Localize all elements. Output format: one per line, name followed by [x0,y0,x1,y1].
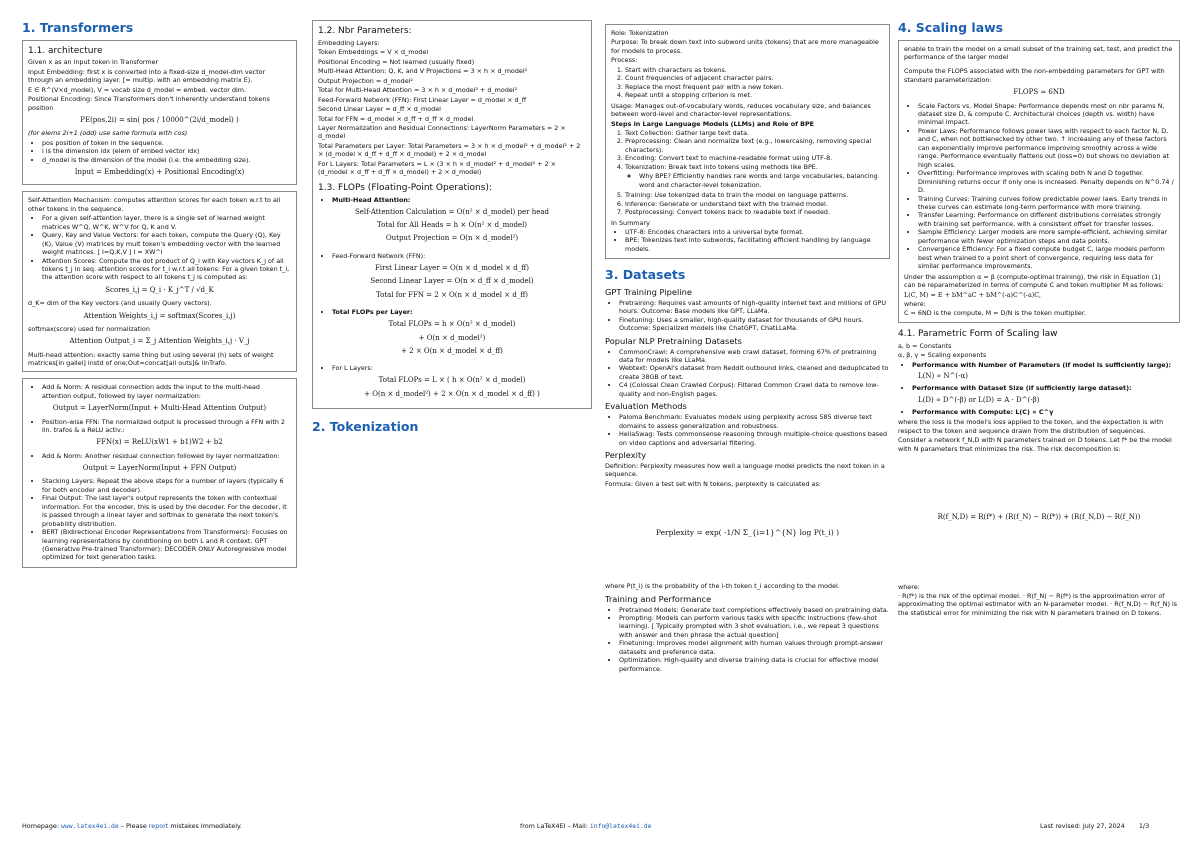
last-revised: Last revised: July 27, 2024 [1040,822,1125,830]
text: from LaTeX4EI – Mail: [520,822,590,830]
list-item: • Prompting: Models can perform various tasks with specific instructions (few-shot learning). [ Typically prompted with 3 shot evaluation, i.e., we repeat 3 questions with answer and then phrase the actual question] [619,614,890,639]
list-item: • Final Output: The last layer's output represents the token with contextual information. For the encoder, this is used by the decoder. For the decoder, it is passed through a linear layer and softmax to generate the next token's probability distribution. [42,494,291,528]
text: Consider a network f_N,D with N parameters trained on D tokens. Let f* be the model with N parameters that minimizes the risk. The risk decomposition is: [898,436,1172,453]
subsection-nbr-parameters: 1.2. Nbr Parameters: [318,26,412,36]
list-item: • Pretrained Models: Generate text completions effectively based on pretraining data. [619,606,890,614]
text: Input Embedding: first x is converted into a fixed-size d_model-dim vector through an embedding layer. [= multip. with an embedding matrix E). [28,67,266,85]
list-item: • HellaSwag: Tests commonsense reasoning through multiple-choice questions based on video captions and adversarial filtering. [619,430,890,447]
text: Feed-Forward Network (FFN): First Linear Layer = d_model × d_ff [318,95,527,104]
text: Total for Multi-Head Attention = 3 × h × d_model² + d_model² [318,86,518,95]
text: Usage: Manages out-of-vocabulary words, reduces vocabulary size, and balances between word-level and character-level representations. [611,101,871,119]
text: Positional Encoding = Not learned (usually fixed) [318,57,475,66]
list-item: 1. Start with characters as tokens. [625,66,884,74]
equation: Output Projection = O(n × d_model²) [385,234,519,243]
text: Multi-head attention: exactly same thing but using several (h) sets of weight matrices[in gallel] instd of one;Out=concat[all outs]& linTrafo. [28,350,274,367]
text: Given x as an input token in Transformer [28,58,159,67]
list-item: • Position-wise FFN: The normalized output is processed through a FFN with 2 lin. trafos & a ReLU activ.: [42,418,291,435]
text: enable to train the model on a small subset of the training set, test, and predict the performance of the larger model [904,44,1173,61]
text: a, b = Constants [898,341,952,350]
text: L(C, M) = E + bM^aC + bM^(-a)C^(-a)C, [904,290,1041,299]
homepage-link[interactable]: www.latex4ei.de [61,822,119,830]
equation: + 2 × O(n × d_model × d_ff) [401,346,503,355]
text: Formula: Given a test set with N tokens, perplexity is calculated as: [605,479,821,488]
scaling-box [898,40,1180,323]
self-attention-box [22,191,297,372]
text: Under the assumption α = β (compute-optimal training), the risk in Equation (1) can be reparameterized in terms of compute C and token multiplier M as follows: [904,272,1164,290]
list-item: • For L Layers: [332,364,586,372]
equation: Total for FFN = 2 × O(n × d_model × d_ff) [375,290,529,299]
equation-add-norm-1: Output = LayerNorm(Input + Multi-Head Attention Output) [52,404,267,413]
text: d_K= dim of the Key vectors (and usually Query vectors). [28,299,212,308]
equation-risk-decomposition: R(f_N,D) = R(f*) + (R(f_N) − R(f*)) + (R(f_N,D) − R(f_N)) [937,513,1141,522]
list-item: • Power Laws: Performance follows power laws with respect to each factor N, D, and C, when not bottlenecked by other two. ↑ increasing any of these factors can exponentially improve performance improving smoothly across a wide range. Performance eventually flattens out (loss=0) but shows no deviation at high scales. [918,127,1174,169]
text: E ∈ R^(V×d_model), V = vocab size d_model = embed. vector dim. [28,85,247,94]
footer-middle [520,822,651,830]
list-item: • Attention Scores: Compute the dot product of Q_i with Key vectors K_j of all tokens t_j in seq. attention scores for t_i w.r.t all tokens: For a given token t_i, the attention score with respect to all tokens t_j is computed as: [42,257,291,282]
list-item: • Paloma Benchmark: Evaluates models using perplexity across 585 diverse text domains to assess generalization and robustness. [619,413,890,430]
list-item: • BPE: Tokenizes text into subwords, facilitating efficient handling by language models. [625,236,884,253]
list-item: • Stacking Layers: Repeat the above steps for a number of layers (typically 6 for both encoder and decoder). [42,477,291,494]
column-1 [22,20,297,574]
list-item: • Total FLOPs per Layer: [332,308,586,316]
list-item: • Performance with Number of Parameters (if model is sufficiently large): [912,361,1180,369]
list-item: • UTF-8: Encodes characters into a universal byte format. [625,228,884,236]
list-item: • Add & Norm: Another residual connection followed by layer normalization: [42,452,291,460]
equation-input: Input = Embedding(x) + Positional Encoding(x) [74,168,245,177]
text: Compute the FLOPS associated with the non-embedding parameters for GPT with standard parameterization: [904,67,1165,84]
equation: L(D) ∝ D^(-β) or L(D) = A · D^(-β) [918,395,1040,404]
subheading-evaluation: Evaluation Methods [605,401,687,412]
list-item: • Webtext: OpenAI's dataset from Reddit outbound links, cleaned and deduplicated to create 38GB of text. [619,364,890,381]
list-item: • Finetuning: Uses a smaller, high-quality dataset for thousands of GPU hours. Outcome: Specialized models like ChatGPT, ChatLLaMa. [619,316,890,333]
list-item: ◦ Why BPE? Efficiently handles rare words and large vocabularies, balancing word and character-level tokenization. [639,172,884,189]
text: · R(f*) is the risk of the optimal model. · R(f_N) − R(f*) is the approximation error of approximating the optimal estimator with an N-parameter model. · R(f_N,D) − R(f_N) is the statistical error for minimizing the risk with N parameters trained on D tokens. [898,591,1178,617]
list-item: • Performance with Compute: L(C) ∝ C^γ [912,408,1180,416]
subheading-training-performance: Training and Performance [605,593,712,604]
text: α, β, γ = Scaling exponents [898,351,987,360]
list-item: • d_model is the dimension of the model (i.e. the embedding size). [42,156,291,164]
list-item: • C4 (Colossal Clean Crawled Corpus): Filtered Common Crawl data to remove low-quality and non-English pages. [619,381,890,398]
text: Total Parameters per Layer: Total Parameters = 3 × h × d_model² + d_model² + 2 × (d_model × d_ff + d_ff × d_model) + 2 × d_model [318,141,581,159]
text: Purpose: To break down text into subword units (tokens) that are more manageable for models to process. [611,38,879,55]
text: Self-Attention Mechanism: computes attention scores for each token w.r.t to all other tokens in the sequence. [28,196,281,213]
list-item: • Training Curves: Training curves follow predictable power laws. Early trends in these curves can estimate long-term performance with more training. [918,195,1174,212]
list-item: • Optimization: High-quality and diverse training data is crucial for effective model performance. [619,656,890,673]
list-item: • BERT (Bidirectional Encoder Representations from Transformers): Focuses on learning representations by conditioning on both L and R context. GPT (Generative Pre-trained Transformer): DECODER ONLY Autoregressive model optimized for text generation tasks. [42,528,291,562]
list-item: 1. Text Collection: Gather large text data. [625,129,884,137]
text: softmax(score) used for normalization [28,324,150,333]
text: Role: Tokenization [611,29,669,37]
text: C = 6ND is the compute, M = D/N is the token multiplier. [904,309,1086,318]
list-item: 6. Inference: Generate or understand text with the trained model. [625,200,884,208]
text: Homepage: [22,822,62,830]
list-item: • Scale Factors vs. Model Shape: Performance depends most on nbr params N, dataset size D, & compute C. Architectural choices (depth vs. width) have minimal impact. [918,102,1174,127]
tokenization-box [605,24,890,259]
list-item: • Transfer Learning: Performance on different distributions correlates strongly with training set performance, with a consistent offset for transfer losses. [918,211,1174,228]
parameters-box [312,20,592,409]
equation: + O(n × d_model²) [418,333,486,342]
equation: First Linear Layer = O(n × d_model × d_ff) [375,264,529,273]
subheading-gpt-pipeline: GPT Training Pipeline [605,286,692,297]
list-item: 3. Encoding: Convert text to machine-readable format using UTF-8. [625,154,884,162]
equation: Total FLOPs = h × O(n² × d_model) [388,320,516,329]
subheading-perplexity: Perplexity [605,449,647,460]
section-title-datasets: 3. Datasets [605,267,686,283]
text: Process: [611,56,638,65]
text: Layer Normalization and Residual Connections: LayerNorm Parameters = 2 × d_model [318,123,566,141]
equation: + O(n × d_model²) + 2 × O(n × d_model × d_ff) ) [364,389,540,398]
list-item: • Add & Norm: A residual connection adds the input to the multi-head attention output, followed by layer normalization: [42,383,291,400]
list-item: • Feed-Forward Network (FFN): [332,252,586,260]
list-item: • Convergence Efficiency: For a fixed compute budget C, large models perform best when trained to a point short of convergence, requiring less data for similar performance improvements. [918,245,1174,270]
section-title-tokenization: 2. Tokenization [312,418,419,434]
equation-perplexity: Perplexity = exp( -1/N Σ_{i=1}^{N} log P(t_i) ) [655,528,840,538]
architecture-box [22,40,297,186]
text: Token Embeddings = V × d_model [318,48,429,57]
text: mistakes immediately. [168,822,242,830]
list-item: • For a given self-attention layer, there is a single set of learned weight matrices W^Q, W^K, W^V for Q, K and V. [42,214,291,231]
list-item: 4. Repeat until a stopping criterion is met. [625,91,884,99]
subsection-flops: 1.3. FLOPs (Floating-Point Operations): [318,182,492,193]
subsection-parametric-form: 4.1. Parametric Form of Scaling law [898,328,1058,339]
subsection-architecture: 1.1. architecture [28,45,103,56]
column-3 [605,24,890,675]
footer-left [22,822,242,830]
text: Output Projection = d_model² [318,76,413,85]
equation: Total FLOPs = L × ( h × O(n² × d_model) [378,376,526,385]
equation-attention-output: Attention Output_i = Σ_j Attention Weights_i,j · V_j [69,337,250,346]
list-item: • pos position of token in the sequence. [42,139,291,147]
text: where the loss is the model's loss applied to the token, and the expectation is with respect to the token and sequence drawn from the distribution of sequences. [898,418,1164,435]
text: – Please [118,822,149,830]
text: Total for FFN = d_model × d_ff + d_ff × d_model [318,114,474,123]
list-item: 2. Count frequencies of adjacent character pairs. [625,74,884,82]
list-item: • Finetuning: Improves model alignment with human values through prompt-answer datasets and preference data. [619,639,890,656]
list-item: • Query, Key and Value Vectors: for each token, compute the Query (Q), Key (K), Value (V) matrices by mult token's embedding vector with the learned weight matrices. [ I=Q,K,V ] I = XW^I [42,231,291,256]
subheading-nlp-datasets: Popular NLP Pretraining Datasets [605,335,742,346]
list-item: • CommonCrawl: A comprehensive web crawl dataset, forming 67% of pretraining data for models like LLaMa. [619,348,890,365]
text: In Summary [611,218,650,227]
equation: L(N) ∝ N^(-α) [918,372,968,381]
equation-flops: FLOPS ≈ 6ND [1013,88,1065,97]
text: Positional Encoding: Since Transformers don't inherently understand tokens position [28,95,270,112]
text: Steps in Large Language Models (LLMs) and Role of BPE [611,119,815,128]
mail-link[interactable]: info@latex4ei.de [589,822,652,830]
list-item: 5. Training: Use tokenized data to train the model on language patterns. [625,191,884,199]
list-item: • Pretraining: Requires vast amounts of high-quality internet text and millions of GPU hours. Outcome: Base models like GPT, LLaMa. [619,299,890,316]
column-4 [898,20,1180,618]
report-link[interactable]: report [148,822,169,830]
text: Multi-Head Attention: Q, K, and V Projections = 3 × h × d_model² [318,67,528,76]
text: Embedding Layers: [318,38,380,47]
equation-attention-weights: Attention Weights_i,j = softmax(Scores_i,j) [83,311,236,320]
text: where: [898,582,920,591]
text: Tokenization: Break text into tokens using methods like BPE. [625,162,818,171]
equation-ffn: FFN(x) = ReLU(xW1 + b1)W2 + b2 [96,438,223,447]
list-item: 3. Replace the most frequent pair with a new token. [625,83,884,91]
list-item: 2. Preprocessing: Clean and normalize text (e.g., lowercasing, removing special characters). [625,137,884,154]
list-item: • Sample Efficiency: Larger models are more sample-efficient, achieving similar performance with fewer optimization steps and data points. [918,228,1174,245]
equation-scores: Scores_i,j = Q_i · K_j^T / √d_K [105,285,214,294]
section-title-transformers: 1. Transformers [22,20,134,35]
footer-right [1040,822,1149,830]
page-number: 1/3 [1138,822,1150,830]
text: (for elems 2i+1 (odd) use same formula with cos) [28,129,188,138]
list-item: • Performance with Dataset Size (if sufficiently large dataset): [912,384,1180,392]
text: Definition: Perplexity measures how well a language model predicts the next token in a sequence. [605,461,885,479]
equation: Second Linear Layer = O(n × d_ff × d_model) [370,277,534,286]
section-title-scaling-laws: 4. Scaling laws [898,20,1004,35]
equation: Self-Attention Calculation = O(n² × d_model) per head [354,208,550,216]
equation: Total for All Heads = h × O(n² × d_model) [376,221,528,230]
column-2 [312,20,592,438]
list-item: 7. Postprocessing: Convert tokens back to readable text if needed. [625,208,884,216]
equation-add-norm-2: Output = LayerNorm(Input + FFN Output) [82,464,237,473]
text: Second Linear Layer = d_ff × d_model [318,105,441,114]
encoder-steps-box [22,378,297,568]
list-item: • Multi-Head Attention: [332,196,586,204]
text: where: [904,299,926,308]
list-item: • i is the dimension idx (elem of embed vector idx) [42,147,291,155]
equation-positional-encoding: PE(pos,2i) = sin( pos / 10000^(2i/d_model) ) [80,116,239,125]
text: For L Layers: Total Parameters = L × (3 × h × d_model² + d_model² + 2 × (d_model × d_ff + d_ff × d_model) + 2 × d_model) [318,159,557,177]
list-item [625,163,884,189]
list-item: • Overfitting: Performance improves with scaling both N and D together. Diminishing returns occur if only one is increased. Penalty depends on N^0.74 / D. [918,169,1174,194]
text: where P(t_i) is the probability of the i-th token t_i according to the model. [605,582,840,591]
